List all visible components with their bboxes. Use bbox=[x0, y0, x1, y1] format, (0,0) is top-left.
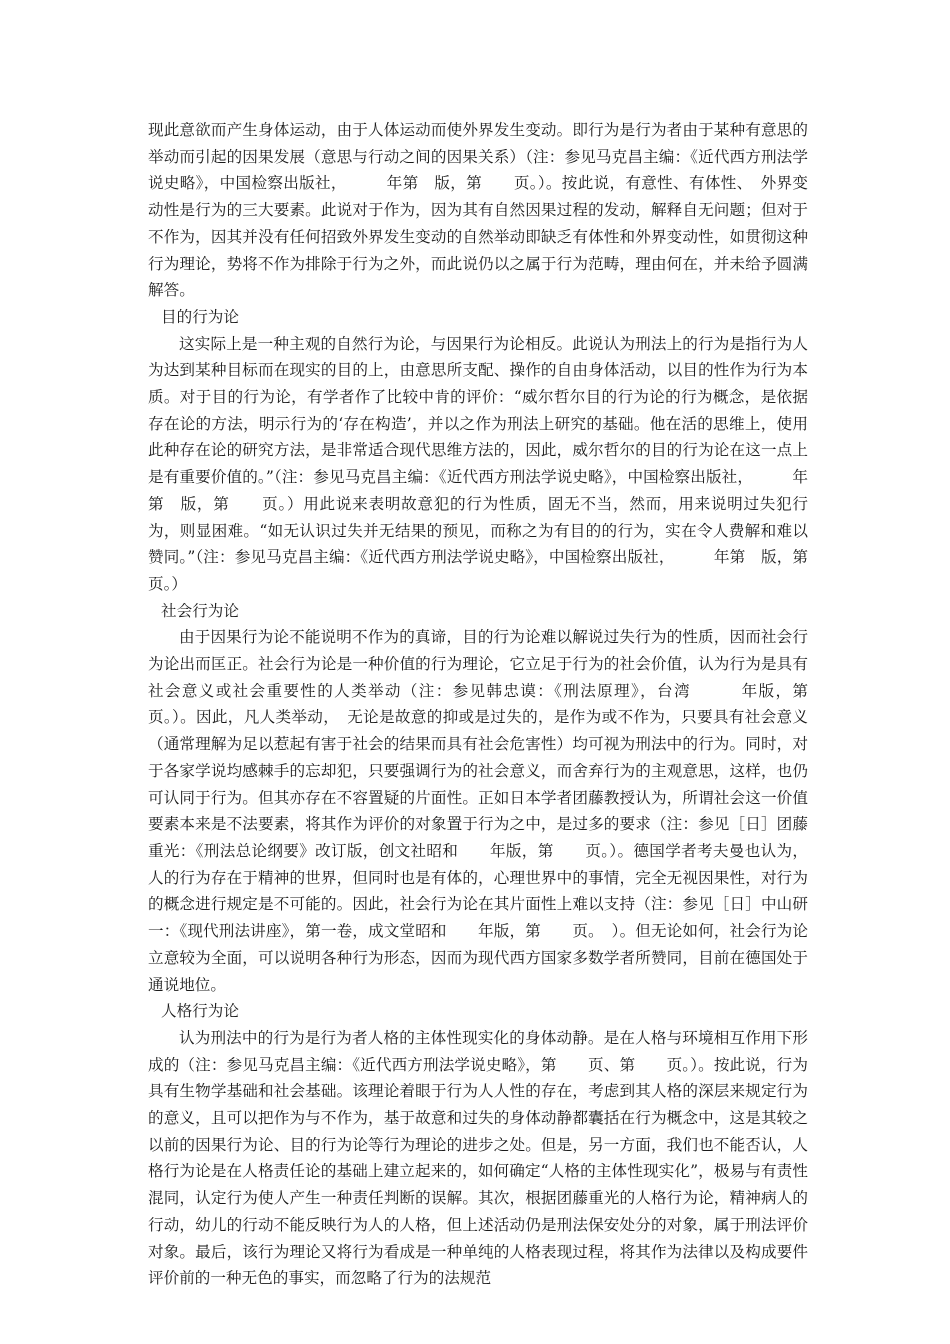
heading-personality-action-theory: 人格行为论 bbox=[161, 1002, 239, 1021]
heading-purposive-action-theory: 目的行为论 bbox=[161, 307, 239, 326]
paragraph-purposive-action-theory: 这实际上是一种主观的自然行为论，与因果行为论相反。此说认为刑法上的行为是指行为人为达到某种目标而在现实的目的上，由意思所支配、操作的自由身体活动，以目的性作为行为本质。对于目的行为论，有学者作了比较中肯的评价：“威尔哲尔目的行为论的行为概念，是依据存在论的方法，明示行为的‘存在构造’，并以之作为刑法上研究的基础。他在活的思维上，使用此种存在论的研究方法，是非常适合现代思维方法的，因此，威尔哲尔的目的行为论在这一点上是有重要价值的。”（注：参见马克昌主编：《近代西方刑法学说史略》，中国检察出版社， 年第 版，第 页。）用此说来表明故意犯的行为性质，固无不当，然而，用来说明过失犯行为，则显困难。“如无认识过失并无结果的预见，而称之为有目的的行为，实在令人费解和难以赞同。”（注：参见马克昌主编：《近代西方刑法学说史略》，中国检察出版社， 年第 版，第 页。） bbox=[148, 334, 840, 593]
paragraph-social-action-theory: 由于因果行为论不能说明不作为的真谛，目的行为论难以解说过失行为的性质，因而社会行为论出而匡正。社会行为论是一种价值的行为理论，它立足于行为的社会价值，认为行为是具有社会意义或社会重要性的人类举动（注：参见韩忠谟：《刑法原理》，台湾 年版，第 页。）。因此，凡人类举动， 无论是故意的抑或是过失的，是作为或不作为，只要具有社会意义（通常理解为足以惹起有害于社会的结果而具有社会危害性）均可视为刑法中的行为。同时，对于各家学说均感棘手的忘却犯，只要强调行为的社会意义，而舍弃行为的主观意思，这样，也仍可认同于行为。但其亦存在不容置疑的片面性。正如日本学者团藤教授认为，所谓社会这一价值要素本来是不法要素，将其作为评价的对象置于行为之中，是过多的要求（注：参见［日］团藤重光：《刑法总论纲要》改订版，创文社昭和 年版，第 页。）。德国学者考夫曼也认为，人的行为存在于精神的世界，但同时也是有体的，心理世界中的事情，完全无视因果性，对行为的概念进行规定是不可能的。因此，社会行为论在其片面性上难以支持（注：参见［日］中山研一：《现代刑法讲座》，第一卷，成文堂昭和 年版，第 页。 ）。但无论如何，社会行为论立意较为全面，可以说明各种行为形态，因而为现代西方国家多数学者所赞同，目前在德国处于通说地位。 bbox=[148, 628, 840, 994]
heading-social-action-theory: 社会行为论 bbox=[161, 601, 239, 620]
paragraph-personality-action-theory: 认为刑法中的行为是行为者人格的主体性现实化的身体动静。是在人格与环境相互作用下形成的（注：参见马克昌主编：《近代西方刑法学说史略》，第 页、第 页。）。按此说，行为具有生物学基础和社会基础。该理论着眼于行为人人性的存在，考虑到其人格的深层来规定行为的意义，且可以把作为与不作为，基于故意和过失的身体动静都囊括在行为概念中，这是其较之以前的因果行为论、目的行为论等行为理论的进步之处。但是，另一方面，我们也不能否认，人格行为论是在人格责任论的基础上建立起来的，如何确定“人格的主体性现实化”，极易与有责性混同，认定行为使人产生一种责任判断的误解。其次，根据团藤重光的人格行为论，精神病人的行动，幼儿的行动不能反映行为人的人格，但上述活动仍是刑法保安处分的对象，属于刑法评价对象。最后，该行为理论又将行为看成是一种单纯的人格表现过程，将其作为法律以及构成要件评价前的一种无色的事实，而忽略了行为的法规范 bbox=[148, 1028, 808, 1288]
paragraph-causal-theory-continued: 现此意欲而产生身体运动，由于人体运动而使外界发生变动。即行为是行为者由于某种有意思的举动而引起的因果发展（意思与行动之间的因果关系）（注：参见马克昌主编：《近代西方刑法学说史略》，中国检察出版社， 年第 版，第 页。）。按此说，有意性、有体性、 外界变动性是行为的三大要素。此说对于作为，因为其有自然因果过程的发动，解释自无问题；但对于不作为，因其并没有任何招致外界发生变动的自然举动即缺乏有体性和外界变动性，如贯彻这种行为理论，势将不作为排除于行为之外，而此说仍以之属于行为范畴，理由何在，并未给予圆满解答。 bbox=[148, 121, 808, 300]
document-page bbox=[148, 117, 840, 1292]
